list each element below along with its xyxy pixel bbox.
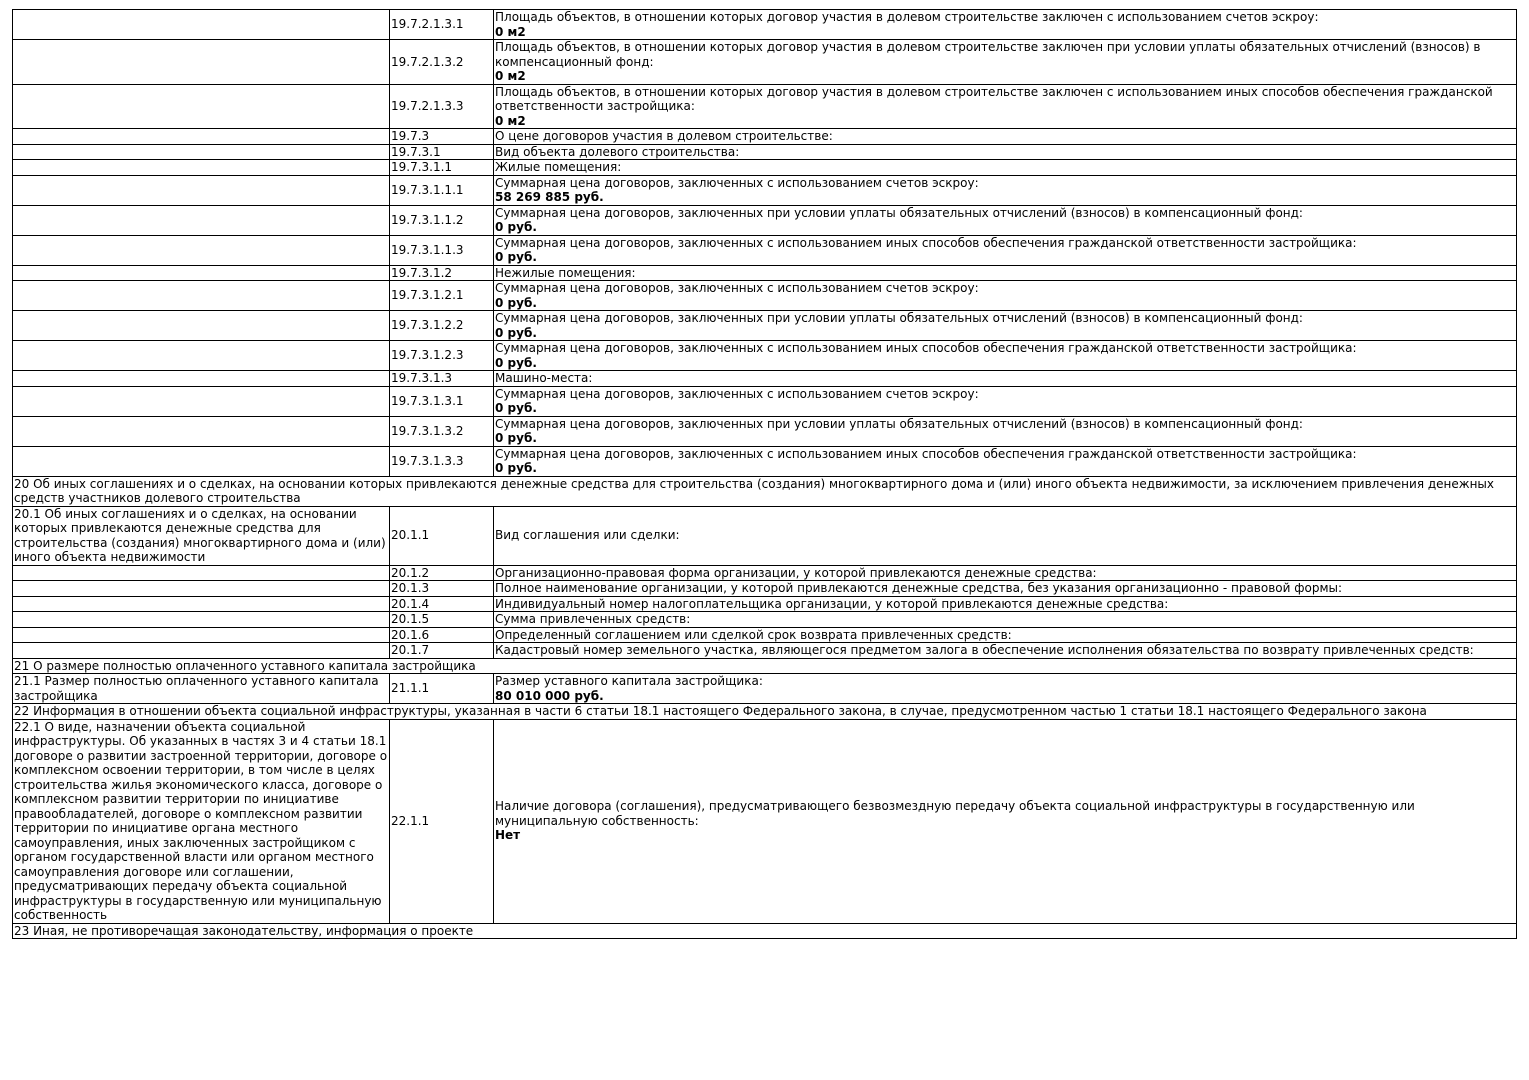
item-value: 80 010 000 руб. [495,688,604,703]
row-left-cell [13,281,390,311]
row-left-cell [13,175,390,205]
section-header-text: 22 Информация в отношении объекта социальной инфраструктуры, указанная в части 6 статьи 18.1 настоящего Федерального закона, в случае, предусмотренном частью 1 статьи 18.1 настоящего Федерального закона [13,704,1517,720]
item-code: 19.7.3.1.1 [390,160,494,176]
table-row [13,612,1517,628]
item-description [494,235,1517,265]
item-description [494,612,1517,628]
item-code: 22.1.1 [390,719,494,923]
item-code: 19.7.3.1.2.2 [390,311,494,341]
item-description [494,84,1517,129]
item-description [494,281,1517,311]
table-row [13,341,1517,371]
item-value: 0 руб. [495,325,537,340]
table-row [13,719,1517,923]
item-value: 0 руб. [495,431,537,445]
item-label: Суммарная цена договоров, заключенных с использованием счетов эскроу: [495,281,979,295]
item-label: Сумма привлеченных средств: [495,612,691,626]
row-left-cell [13,596,390,612]
item-label: Вид объекта долевого строительства: [495,144,740,159]
row-left-cell [13,84,390,129]
table-row [13,581,1517,597]
item-description [494,175,1517,205]
item-label: Суммарная цена договоров, заключенных при условии уплаты обязательных отчислений (взносов) в компенсационный фонд: [495,416,1303,431]
row-left-cell [13,371,390,387]
row-left-cell [13,311,390,341]
item-label: Суммарная цена договоров, заключенных с использованием иных способов обеспечения гражданской ответственности застройщика: [495,446,1357,461]
table-row [13,10,1517,40]
row-left-cell [13,129,390,145]
item-code: 20.1.3 [390,581,494,597]
item-label: Суммарная цена договоров, заключенных с использованием счетов эскроу: [495,386,979,401]
item-value: 0 м2 [495,24,526,39]
table-row [13,84,1517,129]
item-description [494,129,1517,145]
item-label: Определенный соглашением или сделкой срок возврата привлеченных средств: [495,627,1012,642]
item-description [494,10,1517,40]
item-value: 0 руб. [495,355,537,370]
item-description [494,311,1517,341]
item-code: 19.7.2.1.3.1 [390,10,494,40]
item-description [494,416,1517,446]
item-code: 19.7.3.1.2.1 [390,281,494,311]
item-code: 19.7.3.1.3.1 [390,386,494,416]
item-value: 58 269 885 руб. [495,190,604,204]
item-description [494,265,1517,281]
item-description [494,371,1517,387]
item-code: 19.7.3.1.1.1 [390,175,494,205]
item-value: 0 руб. [495,401,537,415]
section-header-22 [13,704,1517,720]
item-label: О цене договоров участия в долевом строительстве: [495,129,833,143]
section-header-text: 23 Иная, не противоречащая законодательству, информация о проекте [13,923,1517,939]
row-left-cell [13,627,390,643]
row-left-cell [13,144,390,160]
row-left-cell [13,205,390,235]
item-label: Организационно-правовая форма организации, у которой привлекаются денежные средства: [495,565,1097,580]
subsection-title: 20.1 Об иных соглашениях и о сделках, на основании которых привлекаются денежные средства для строительства (создания) многоквартирного дома и (или) иного объекта недвижимости [13,506,390,565]
item-label: Суммарная цена договоров, заключенных с использованием иных способов обеспечения гражданской ответственности застройщика: [495,341,1357,355]
row-left-cell [13,446,390,476]
row-left-cell [13,10,390,40]
item-description [494,565,1517,581]
table-row [13,265,1517,281]
item-code: 19.7.3 [390,129,494,145]
item-code: 19.7.3.1.3.2 [390,416,494,446]
table-row [13,281,1517,311]
table-row [13,627,1517,643]
table-row [13,674,1517,704]
row-left-cell [13,581,390,597]
item-description [494,205,1517,235]
item-code: 20.1.6 [390,627,494,643]
table-row [13,144,1517,160]
item-code: 19.7.3.1 [390,144,494,160]
row-left-cell [13,40,390,85]
item-code: 19.7.3.1.3.3 [390,446,494,476]
table-row [13,40,1517,85]
item-code: 19.7.3.1.2 [390,265,494,281]
section-header-23 [13,923,1517,939]
item-code: 21.1.1 [390,674,494,704]
item-label: Площадь объектов, в отношении которых договор участия в долевом строительстве заключен с использованием счетов эскроу: [495,10,1319,24]
item-description [494,386,1517,416]
section-header-20 [13,476,1517,506]
item-description [494,581,1517,597]
item-description [494,674,1517,704]
item-label: Суммарная цена договоров, заключенных с использованием иных способов обеспечения гражданской ответственности застройщика: [495,235,1357,250]
item-label: Суммарная цена договоров, заключенных при условии уплаты обязательных отчислений (взносов) в компенсационный фонд: [495,205,1303,220]
table-row [13,506,1517,565]
item-value: 0 руб. [495,461,537,475]
table-row [13,386,1517,416]
item-label: Суммарная цена договоров, заключенных с использованием счетов эскроу: [495,175,979,190]
table-row [13,371,1517,387]
section-header-21 [13,658,1517,674]
row-left-cell [13,235,390,265]
item-code: 20.1.5 [390,612,494,628]
table-row [13,446,1517,476]
item-description [494,643,1517,659]
item-description [494,506,1517,565]
subsection-title: 21.1 Размер полностью оплаченного уставного капитала застройщика [13,674,390,704]
item-value: Нет [495,828,521,843]
item-value: 0 руб. [495,250,537,264]
item-label: Площадь объектов, в отношении которых договор участия в долевом строительстве заключен при условии уплаты обязательных отчислений (взносов) в компенсационный фонд: [495,40,1481,69]
item-description [494,144,1517,160]
item-label: Наличие договора (соглашения), предусматривающего безвозмездную передачу объекта социальной инфраструктуры в государственную или муниципальную собственность: [495,799,1415,828]
item-value: 0 м2 [495,113,526,128]
item-label: Размер уставного капитала застройщика: [495,674,763,688]
table-row [13,643,1517,659]
item-code: 19.7.3.1.1.2 [390,205,494,235]
item-value: 0 руб. [495,220,537,234]
item-label: Жилые помещения: [495,160,622,174]
row-left-cell [13,386,390,416]
row-left-cell [13,612,390,628]
item-label: Машино-места: [495,371,593,385]
item-label: Суммарная цена договоров, заключенных при условии уплаты обязательных отчислений (взносов) в компенсационный фонд: [495,311,1303,325]
item-description [494,446,1517,476]
item-description [494,160,1517,176]
item-label: Индивидуальный номер налогоплательщика организации, у которой привлекаются денежные средства: [495,596,1169,611]
row-left-cell [13,341,390,371]
table-row [13,311,1517,341]
row-left-cell [13,265,390,281]
section-header-text: 20 Об иных соглашениях и о сделках, на основании которых привлекаются денежные средства для строительства (создания) многоквартирного дома и (или) иного объекта недвижимости, за исключением привлечения денежных средств участников долевого строительства [13,476,1517,506]
item-label: Вид соглашения или сделки: [495,528,680,543]
item-label: Нежилые помещения: [495,265,636,280]
table-row [13,160,1517,176]
table-row [13,175,1517,205]
table-row [13,416,1517,446]
row-left-cell [13,643,390,659]
item-code: 19.7.3.1.2.3 [390,341,494,371]
subsection-title: 22.1 О виде, назначении объекта социальной инфраструктуры. Об указанных в частях 3 и 4 статьи 18.1 договоре о развитии застроенной территории, договоре о комплексном освоении территории, в том числе в целях строительства жилья экономического класса, договоре о комплексном развитии территории по инициативе правообладателей, договоре о комплексном развитии территории по инициативе органа местного самоуправления, иных заключенных застройщиком с органом государственной власти или органом местного самоуправления договоре или соглашении, предусматривающих передачу объекта социальной инфраструктуры в государственную или муниципальную собственность [13,719,390,923]
item-description [494,341,1517,371]
item-description [494,40,1517,85]
item-label: Площадь объектов, в отношении которых договор участия в долевом строительстве заключен с использованием иных способов обеспечения гражданской ответственности застройщика: [495,84,1493,113]
row-left-cell [13,565,390,581]
section-header-text: 21 О размере полностью оплаченного уставного капитала застройщика [13,658,1517,674]
item-code: 19.7.3.1.3 [390,371,494,387]
item-label: Кадастровый номер земельного участка, являющегося предметом залога в обеспечение исполнения обязательства по возврату привлеченных средств: [495,643,1474,657]
item-description [494,596,1517,612]
item-label: Полное наименование организации, у которой привлекаются денежные средства, без указания организационно - правовой формы: [495,581,1343,595]
item-value: 0 м2 [495,69,526,83]
table-row [13,235,1517,265]
item-code: 20.1.1 [390,506,494,565]
table-row [13,129,1517,145]
disclosure-table-body [13,10,1517,939]
table-row [13,565,1517,581]
item-code: 20.1.7 [390,643,494,659]
item-description [494,719,1517,923]
item-code: 19.7.3.1.1.3 [390,235,494,265]
item-description [494,627,1517,643]
item-code: 19.7.2.1.3.2 [390,40,494,85]
row-left-cell [13,160,390,176]
disclosure-table [12,9,1517,939]
item-value: 0 руб. [495,295,537,310]
table-row [13,205,1517,235]
item-code: 20.1.2 [390,565,494,581]
item-code: 20.1.4 [390,596,494,612]
item-code: 19.7.2.1.3.3 [390,84,494,129]
row-left-cell [13,416,390,446]
table-row [13,596,1517,612]
